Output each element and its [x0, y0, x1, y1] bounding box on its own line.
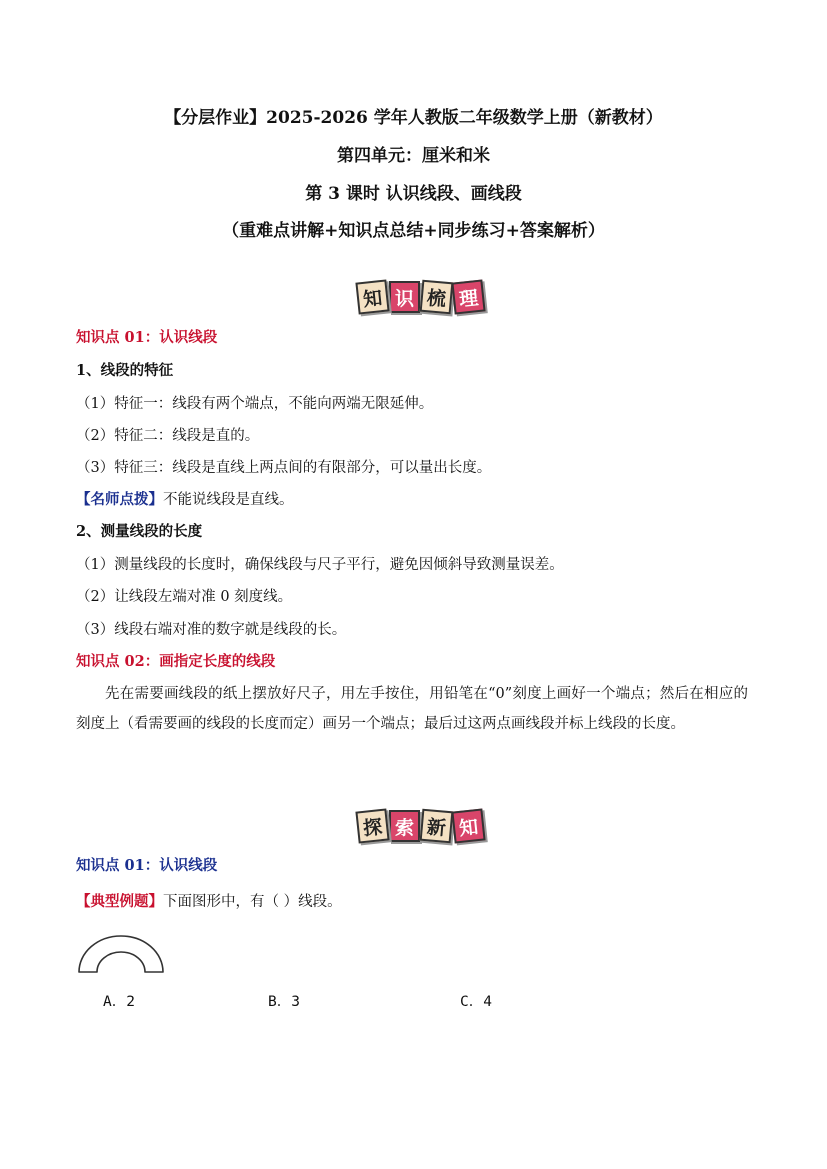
tip-text: 不能说线段是直线。 [163, 492, 294, 508]
arch-figure [76, 932, 166, 976]
example-label: 【典型例题】 [76, 893, 163, 910]
kp02-paragraph: 先在需要画线段的纸上摆放好尺子，用左手按住，用铅笔在“0”刻度上画好一个端点；然后在相应的刻度上（看需要画的线段的长度而定）画另一个端点；最后过这两点画线段并标上线段的长度。 [76, 686, 748, 732]
document-title: 【分层作业】2025-2026 学年人教版二年级数学上册（新教材） [164, 108, 663, 128]
badge-char: 新 [420, 809, 454, 844]
explore-new-knowledge-badge [357, 810, 484, 842]
measure-item-3: （3）线段右端对准的数字就是线段的长。 [76, 622, 347, 638]
badge-char: 知 [355, 279, 389, 314]
kp01-heading: 知识点 01：认识线段 [76, 329, 218, 346]
measure-item-1: （1）测量线段的长度时，确保线段与尺子平行，避免因倾斜导致测量误差。 [76, 557, 564, 573]
feature-item-1: （1）特征一：线段有两个端点，不能向两端无限延伸。 [76, 396, 434, 412]
document-subtitle: （重难点讲解+知识点总结+同步练习+答案解析） [222, 221, 605, 241]
knowledge-summary-badge [357, 281, 484, 313]
badge-char: 识 [389, 281, 420, 313]
measure-item-2: （2）让线段左端对准 0 刻度线。 [76, 589, 293, 605]
kp01-explore-heading: 知识点 01：认识线段 [76, 857, 218, 874]
badge-char: 索 [389, 810, 420, 842]
option-c: C．4 [460, 994, 492, 1010]
feature-item-3: （3）特征三：线段是直线上两点间的有限部分，可以量出长度。 [76, 460, 492, 476]
lesson-title: 第 3 课时 认识线段、画线段 [305, 184, 522, 204]
example-text: 下面图形中，有（ ）线段。 [163, 894, 342, 910]
feature-item-2: （2）特征二：线段是直的。 [76, 428, 260, 444]
feature-heading: 1、线段的特征 [76, 362, 174, 379]
unit-title: 第四单元：厘米和米 [337, 146, 490, 166]
option-b: B．3 [268, 994, 300, 1010]
badge-char: 理 [451, 279, 485, 314]
kp02-heading: 知识点 02：画指定长度的线段 [76, 653, 276, 670]
option-a: A．2 [103, 994, 135, 1010]
badge-char: 梳 [420, 280, 454, 315]
example-question [76, 890, 342, 911]
teacher-tip [76, 488, 294, 509]
measure-heading: 2、测量线段的长度 [76, 523, 203, 540]
badge-char: 知 [451, 808, 485, 843]
badge-char: 探 [355, 808, 389, 843]
tip-label: 【名师点拨】 [76, 491, 163, 508]
